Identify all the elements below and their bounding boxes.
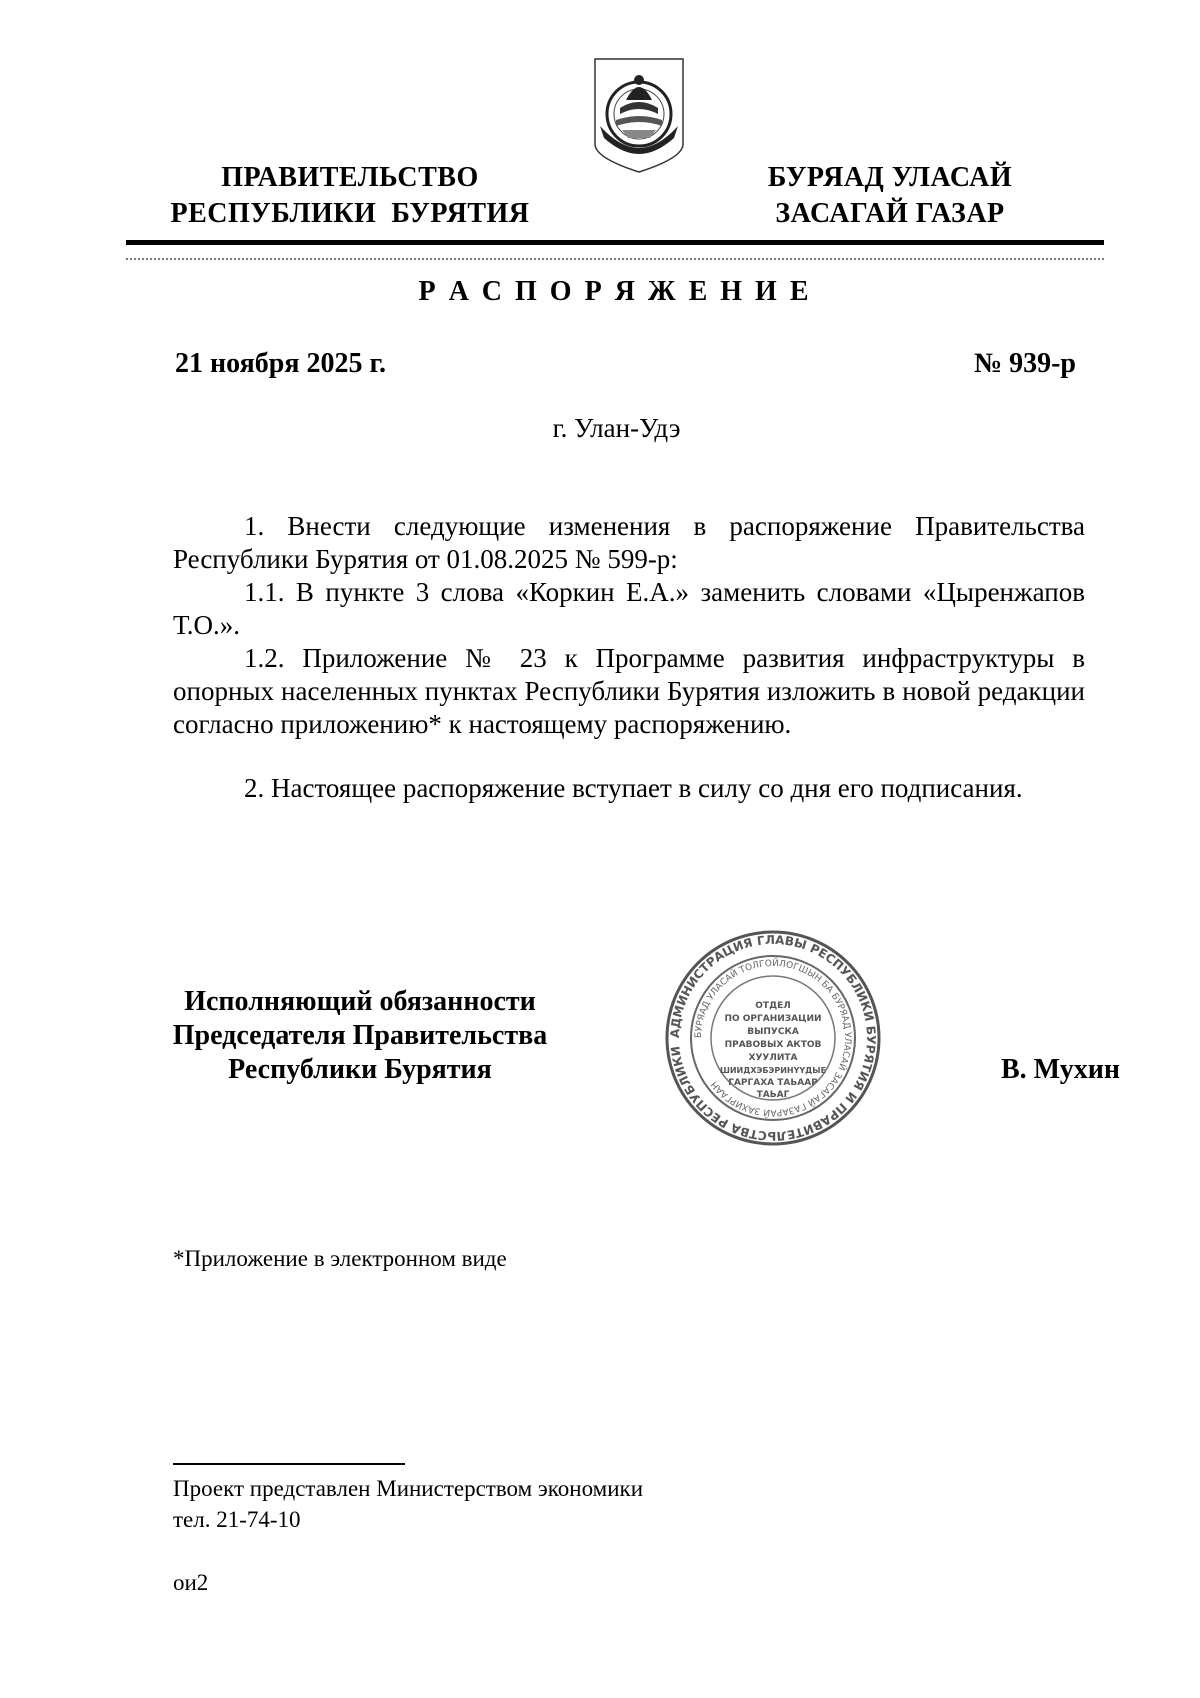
paragraph-2: 2. Настоящее распоряжение вступает в силу со дня его подписания. [244,773,1023,803]
stamp-center-line-6: ШИИДХЭБЭРИНҮҮДЫЕ [719,1066,827,1075]
document-code: ои2 [173,1570,209,1595]
header-left-line2: РЕСПУБЛИКИ БУРЯТИЯ [170,198,530,229]
signature-position-line2: Председателя Правительства [172,1020,548,1051]
stamp-center-line-8: ТАЬАГ [756,1090,790,1100]
header-divider-thick [126,240,1104,245]
signature-position-line1: Исполняющий обязанности [184,986,536,1017]
stamp-center-line-2: ПО ОРГАНИЗАЦИИ [724,1014,822,1024]
project-info-line1: Проект представлен Министерством экономики [173,1476,644,1501]
document-city: г. Улан-Удэ [552,413,681,443]
appendix-note: *Приложение в электронном виде [173,1246,507,1271]
coat-of-arms-icon [590,56,688,176]
header-left-line1: ПРАВИТЕЛЬСТВО [221,162,479,193]
project-info [173,1473,643,1535]
stamp-center-line-5: ХУУЛИТА [748,1053,798,1063]
header-right-line1: БУРЯАД УЛАСАЙ [767,162,1013,193]
stamp-inner-text: БУРЯАД УЛАСАЙ ТОЛГОЙЛОГШЫН БА БУРЯАД УЛАСАЙ ЗАСАГАЙ ГАЗАРАЙ ЗАХИРГААН [693,958,853,1118]
stamp-center-line-4: ПРАВОВЫХ АКТОВ [724,1040,822,1050]
signature-position-line3: Республики Бурятия [228,1054,492,1085]
stamp-center-line-3: ВЫПУСКА [747,1027,799,1037]
header-left [150,160,550,232]
paragraph-1-1: 1.1. В пункте 3 слова «Коркин Е.А.» заменить словами «Цыренжапов Т.О.». [173,577,1085,640]
paragraph-1-2: 1.2. Приложение № 23 к Программе развития инфраструктуры в опорных населенных пунктах Республики Бурятия изложить в новой редакции согласно приложению* к настоящему распоряжению. [173,643,1085,739]
stamp-center-line-7: ГАРГАХА ТАЬААР [728,1078,818,1088]
signatory-name: В. Мухин [1001,1054,1120,1085]
project-info-line2: тел. 21-74-10 [173,1507,301,1532]
header-right-line2: ЗАСАГАЙ ГАЗАР [775,198,1005,229]
document-number: № 939-р [973,348,1076,379]
header-right [740,160,1040,232]
header-divider-thin [126,258,1104,260]
paragraph-1: 1. Внести следующие изменения в распоряжение Правительства Республики Бурятия от 01.08.2025 № 599-р: [173,511,1085,574]
document-title: Р А С П О Р Я Ж Е Н И Е [418,276,812,307]
stamp-center-line-1: ОТДЕЛ [755,1001,791,1011]
signature-position [150,985,570,1087]
official-stamp-icon [663,928,883,1148]
document-date: 21 ноября 2025 г. [175,348,387,379]
footer-divider [173,1463,405,1465]
stamp-outer-text: АДМИНИСТРАЦИЯ ГЛАВЫ РЕСПУБЛИКИ БУРЯТИЯ И ПРАВИТЕЛЬСТВА РЕСПУБЛИКИ [667,932,879,1144]
